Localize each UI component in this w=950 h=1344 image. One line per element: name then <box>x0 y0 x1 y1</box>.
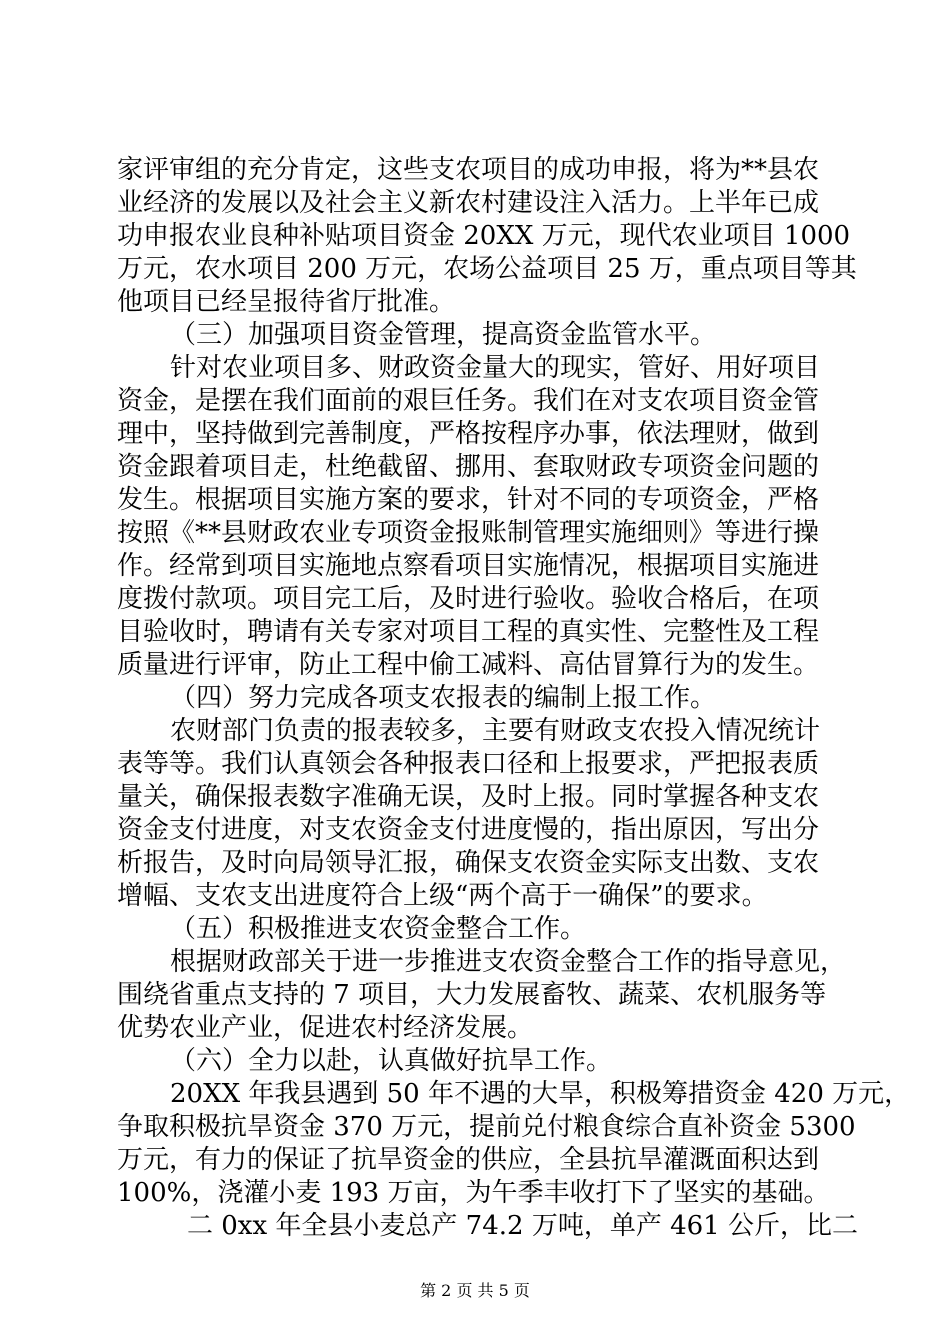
body-line: 围绕省重点支持的 7 项目，大力发展畜牧、蔬菜、农机服务等 <box>117 980 827 1010</box>
body-line: 增幅、支农支出进度符合上级“两个高于一确保”的要求。 <box>117 881 768 911</box>
section-heading: （五）积极推进支农资金整合工作。 <box>170 914 587 944</box>
body-line: 农财部门负责的报表较多，主要有财政支农投入情况统计 <box>170 716 821 746</box>
body-line: 万元，农水项目 200 万元，农场公益项目 25 万，重点项目等其 <box>117 254 857 284</box>
section-heading: （六）全力以赴，认真做好抗旱工作。 <box>170 1046 613 1076</box>
body-line: 万元，有力的保证了抗旱资金的供应，全县抗旱灌溉面积达到 <box>117 1145 820 1175</box>
section-heading: （四）努力完成各项支农报表的编制上报工作。 <box>170 683 717 713</box>
body-line: 家评审组的充分肯定，这些支农项目的成功申报，将为**县农 <box>117 155 820 185</box>
body-line: 质量进行评审，防止工程中偷工减料、高估冒算行为的发生。 <box>117 650 820 680</box>
body-line: 作。经常到项目实施地点察看项目实施情况，根据项目实施进 <box>117 551 820 581</box>
body-line: 业经济的发展以及社会主义新农村建设注入活力。上半年已成 <box>117 188 820 218</box>
section-heading: （三）加强项目资金管理，提高资金监管水平。 <box>170 320 717 350</box>
body-line: 二 0xx 年全县小麦总产 74.2 万吨，单产 461 公斤，比二 <box>187 1211 858 1241</box>
body-line: 功申报农业良种补贴项目资金 20XX 万元，现代农业项目 1000 <box>117 221 851 251</box>
body-line: 针对农业项目多、财政资金量大的现实，管好、用好项目 <box>170 353 821 383</box>
body-line: 表等等。我们认真领会各种报表口径和上报要求，严把报表质 <box>117 749 820 779</box>
body-line: 他项目已经呈报待省厅批准。 <box>117 287 456 317</box>
body-line: 20XX 年我县遇到 50 年不遇的大旱，积极筹措资金 420 万元， <box>170 1079 911 1109</box>
body-line: 按照《**县财政农业专项资金报账制管理实施细则》等进行操 <box>117 518 820 548</box>
body-line: 根据财政部关于进一步推进支农资金整合工作的指导意见， <box>170 947 847 977</box>
body-line: 资金支付进度，对支农资金支付进度慢的，指出原因，写出分 <box>117 815 820 845</box>
body-line: 目验收时，聘请有关专家对项目工程的真实性、完整性及工程 <box>117 617 820 647</box>
body-line: 资金跟着项目走，杜绝截留、挪用、套取财政专项资金问题的 <box>117 452 820 482</box>
body-line: 优势农业产业，促进农村经济发展。 <box>117 1013 534 1043</box>
body-line: 量关，确保报表数字准确无误，及时上报。同时掌握各种支农 <box>117 782 820 812</box>
body-line: 100%，浇灌小麦 193 万亩，为午季丰收打下了坚实的基础。 <box>117 1178 830 1208</box>
body-line: 发生。根据项目实施方案的要求，针对不同的专项资金，严格 <box>117 485 820 515</box>
page-footer: 第 2 页 共 5 页 <box>420 1281 530 1300</box>
body-line: 析报告，及时向局领导汇报，确保支农资金实际支出数、支农 <box>117 848 820 878</box>
body-line: 度拨付款项。项目完工后，及时进行验收。验收合格后，在项 <box>117 584 820 614</box>
body-line: 理中，坚持做到完善制度，严格按程序办事，依法理财，做到 <box>117 419 820 449</box>
body-line: 资金，是摆在我们面前的艰巨任务。我们在对支农项目资金管 <box>117 386 820 416</box>
body-line: 争取积极抗旱资金 370 万元，提前兑付粮食综合直补资金 5300 <box>117 1112 856 1142</box>
